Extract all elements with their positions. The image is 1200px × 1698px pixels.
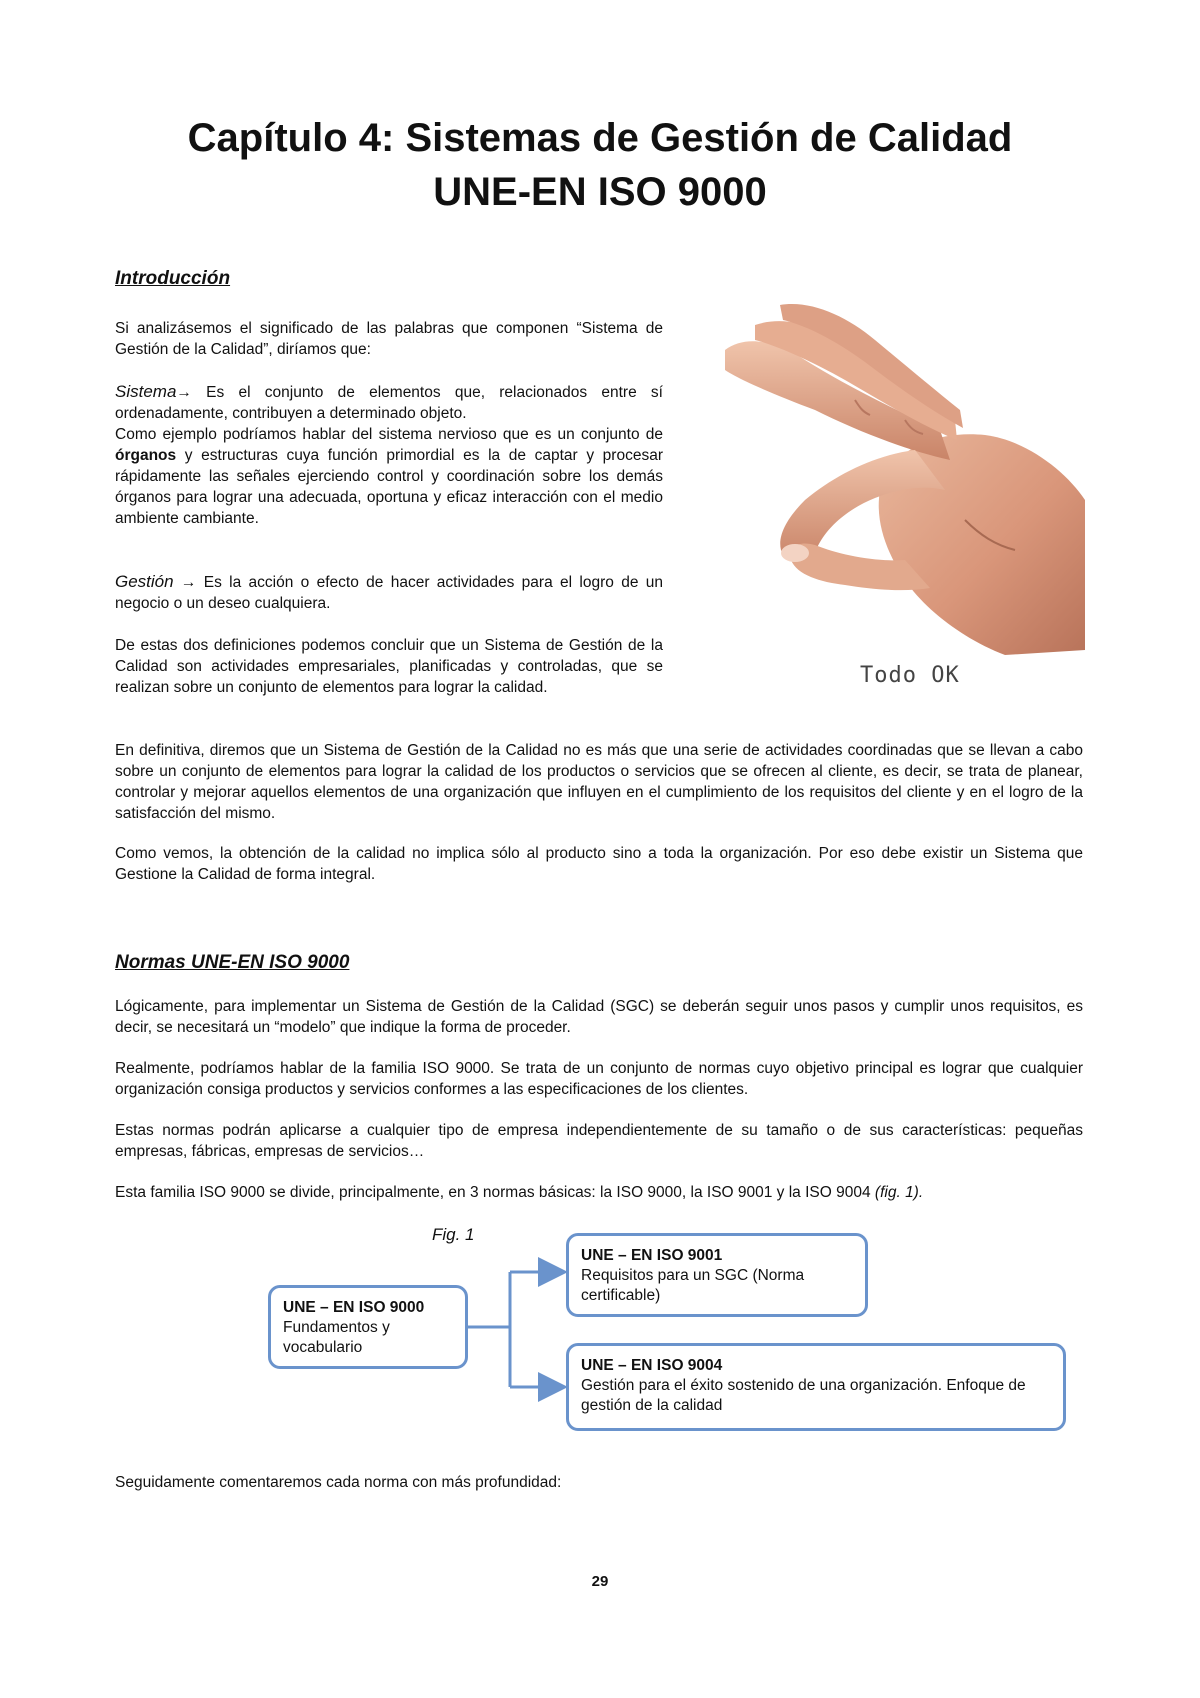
- paragraph-conclusion: De estas dos definiciones podemos concluir que un Sistema de Gestión de la Calidad son actividades empresariales, planificadas y controladas, que se realizan sobre un conjunto de elementos para lograr la calidad.: [115, 637, 663, 696]
- sistema-definition: Es el conjunto de elementos que, relacionados entre sí ordenadamente, contribuyen a determinado objeto.: [115, 384, 663, 422]
- section-heading-normas: Normas UNE-EN ISO 9000: [115, 952, 350, 973]
- familia-text: Esta familia ISO 9000 se divide, principalmente, en 3 normas básicas: la ISO 9000, la ISO 9001 y la ISO 9004: [115, 1184, 875, 1201]
- box-title: UNE – EN ISO 9000: [283, 1299, 425, 1316]
- diagram-box-iso-9004: [566, 1343, 1066, 1431]
- paragraph-intro: Si analizásemos el significado de las palabras que componen “Sistema de Gestión de la Calidad”, diríamos que:: [115, 320, 663, 358]
- arrow-icon: →: [176, 384, 192, 401]
- paragraph-seguidamente: Seguidamente comentaremos cada norma con más profundidad:: [115, 1474, 562, 1491]
- box-text: Fundamentos y vocabulario: [283, 1319, 390, 1356]
- figure-label: Fig. 1: [432, 1225, 475, 1244]
- paragraph-gestion: [115, 571, 663, 614]
- diagram-box-iso-9001: [566, 1233, 868, 1317]
- paragraph-como-vemos: Como vemos, la obtención de la calidad no implica sólo al producto sino a toda la organización. Por eso debe existir un Sistema que Gestione la Calidad de forma integral.: [115, 845, 1083, 883]
- box-title: UNE – EN ISO 9001: [581, 1247, 723, 1264]
- paragraph-logicamente: Lógicamente, para implementar un Sistema de Gestión de la Calidad (SGC) se deberán seguir unos pasos y cumplir unos requisitos, es decir, se necesitará un “modelo” que indique la forma de proceder.: [115, 998, 1083, 1036]
- box-text: Requisitos para un SGC (Norma certificable): [581, 1267, 805, 1304]
- chapter-title: Capítulo 4: Sistemas de Gestión de Calidad: [187, 116, 1013, 160]
- term-sistema: Sistema: [115, 382, 177, 401]
- paragraph-sistema: [115, 381, 663, 529]
- diagram-box-iso-9000: [268, 1285, 468, 1369]
- paragraph-en-definitiva: En definitiva, diremos que un Sistema de Gestión de la Calidad no es más que una serie de actividades coordinadas que se llevan a cabo sobre un conjunto de elementos para lograr la calidad de los productos o servicios que se ofrecen al cliente, es decir, se trata de planear, controlar y mejorar aquellos elementos de una organización que influyen en el cumplimiento de los requisitos del cliente y en el logro de la satisfacción del mismo.: [115, 742, 1083, 822]
- term-gestion: Gestión: [115, 572, 174, 591]
- arrow-icon: →: [173, 574, 204, 591]
- hand-ok-photo: [705, 300, 1085, 660]
- sistema-example-a: Como ejemplo podríamos hablar del sistema nervioso que es un conjunto de: [115, 426, 663, 443]
- chapter-subtitle: UNE-EN ISO 9000: [433, 170, 767, 214]
- page-number: 29: [591, 1573, 609, 1590]
- gestion-definition: Es la acción o efecto de hacer actividades para el logro de un negocio o un deseo cualquiera.: [115, 574, 663, 612]
- paragraph-estas-normas: Estas normas podrán aplicarse a cualquier tipo de empresa independientemente de su tamaño o de sus características: pequeñas empresas, fábricas, empresas de servicios…: [115, 1122, 1083, 1160]
- sistema-example-bold: órganos: [115, 447, 177, 464]
- paragraph-familia: [115, 1182, 1083, 1203]
- paragraph-realmente: Realmente, podríamos hablar de la familia ISO 9000. Se trata de un conjunto de normas cuyo objetivo principal es lograr que cualquier organización consiga productos y servicios conformes a las especificaciones de los clientes.: [115, 1060, 1083, 1098]
- image-caption: Todo OK: [860, 663, 960, 688]
- box-title: UNE – EN ISO 9004: [581, 1357, 723, 1374]
- figure-reference: (fig. 1).: [874, 1184, 924, 1201]
- box-text: Gestión para el éxito sostenido de una organización. Enfoque de gestión de la calidad: [581, 1377, 1026, 1414]
- section-heading-introduccion: Introducción: [115, 268, 231, 289]
- sistema-example-b: y estructuras cuya función primordial es la de captar y procesar rápidamente las señales ejerciendo control y coordinación sobre los demás órganos para lograr una adecuada, oportuna y eficaz interacción con el medio ambiente cambiante.: [115, 447, 663, 527]
